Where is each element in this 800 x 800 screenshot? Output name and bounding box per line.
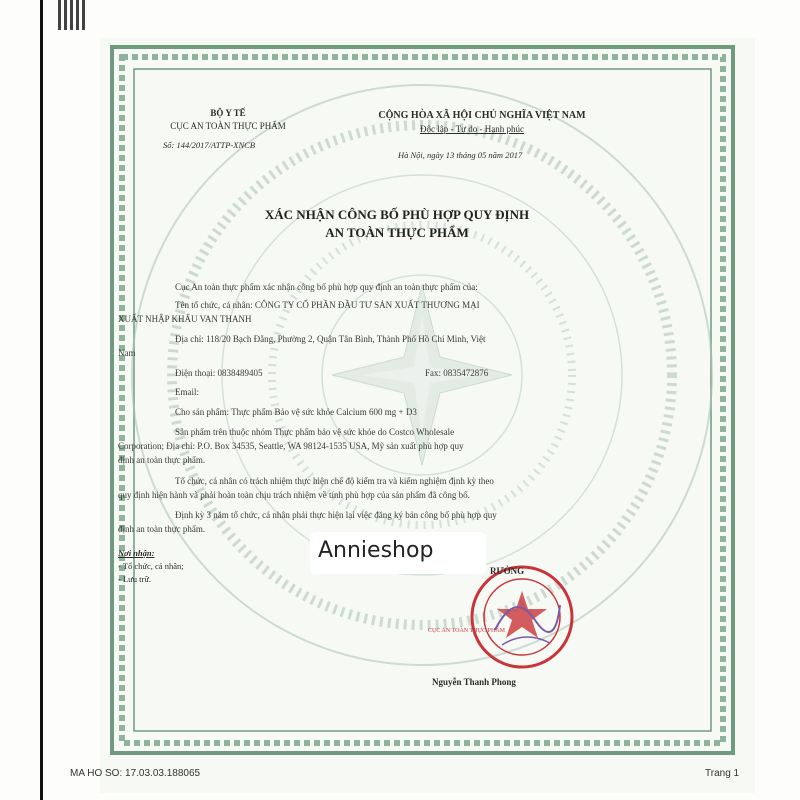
period-line1: Định kỳ 3 năm tổ chức, cá nhân phải thực hiện lại việc đăng ký bản công bố phù hợp quy bbox=[175, 510, 497, 520]
product-name: Cho sản phẩm: Thực phẩm Bảo vệ sức khỏe Calcium 600 mg + D3 bbox=[175, 407, 417, 417]
qr-code-icon bbox=[58, 0, 88, 30]
responsibility-line2: quy định hiện hành và phải hoàn toàn chịu trách nhiệm về tính phù hợp của sản phẩm đã công bố. bbox=[118, 490, 470, 500]
document-title-line2: AN TOÀN THỰC PHẨM bbox=[325, 225, 469, 240]
organization-line1: Tên tổ chức, cá nhân: CÔNG TY CỔ PHẦN ĐẦU TƯ SẢN XUẤT THƯƠNG MẠI bbox=[175, 300, 480, 310]
department-name: CỤC AN TOÀN THỰC PHẨM bbox=[170, 121, 286, 131]
intro-text: Cục An toàn thực phẩm xác nhận công bố phù hợp quy định an toàn thực phẩm của: bbox=[175, 282, 478, 292]
record-number: MA HO SO: 17.03.03.188065 bbox=[70, 768, 201, 779]
document-number: Số: 144/2017/ATTP-XNCB bbox=[163, 140, 256, 150]
email-label: Email: bbox=[175, 387, 199, 397]
recipient-item: - Lưu trữ. bbox=[118, 574, 152, 584]
photo-edge-line bbox=[40, 0, 43, 800]
organization-line2: XUẤT NHẬP KHẨU VAN THANH bbox=[118, 314, 252, 324]
page-number: Trang 1 bbox=[705, 768, 740, 779]
phone-number: Điện thoại: 0838489405 bbox=[175, 368, 263, 378]
fax-number: Fax: 0835472876 bbox=[425, 368, 489, 378]
country-name: CỘNG HÒA XÃ HỘI CHỦ NGHĨA VIỆT NAM bbox=[378, 110, 586, 121]
recipients-heading: Nơi nhận: bbox=[118, 548, 155, 558]
origin-line2: Corporation; Địa chỉ: P.O. Box 34535, Seattle, WA 98124-1535 USA, Mỹ sản xuất phù hợp quy bbox=[118, 441, 464, 451]
responsibility-line1: Tổ chức, cá nhân có trách nhiệm thực hiện chế độ kiểm tra và kiểm nghiệm định kỳ theo bbox=[175, 476, 494, 486]
address-line2: Nam bbox=[118, 348, 136, 358]
official-stamp bbox=[472, 567, 572, 667]
origin-line1: Sản phẩm trên thuộc nhóm Thực phẩm bảo vệ sức khỏe do Costco Wholesale bbox=[175, 427, 455, 437]
period-line2: định an toàn thực phẩm. bbox=[118, 524, 206, 534]
ministry-name: BỘ Y TẾ bbox=[210, 108, 246, 118]
signatory-title: RƯỞNG bbox=[490, 566, 525, 576]
address-line1: Địa chỉ: 118/20 Bạch Đằng, Phường 2, Quận Tân Bình, Thành Phố Hồ Chí Minh, Việt bbox=[175, 334, 486, 344]
origin-line3: định an toàn thực phẩm. bbox=[118, 455, 206, 465]
shop-watermark: Annieshop bbox=[318, 538, 434, 563]
stamp-text: CỤC AN TOÀN THỰC PHẨM bbox=[428, 628, 506, 634]
signer-name: Nguyễn Thanh Phong bbox=[432, 677, 516, 687]
recipient-item: - Tổ chức, cá nhân; bbox=[118, 561, 184, 571]
document-title-line1: XÁC NHẬN CÔNG BỐ PHÙ HỢP QUY ĐỊNH bbox=[264, 207, 530, 222]
national-motto: Độc lập - Tự do - Hạnh phúc bbox=[420, 124, 524, 134]
issue-date: Hà Nội, ngày 13 tháng 05 năm 2017 bbox=[398, 150, 523, 160]
